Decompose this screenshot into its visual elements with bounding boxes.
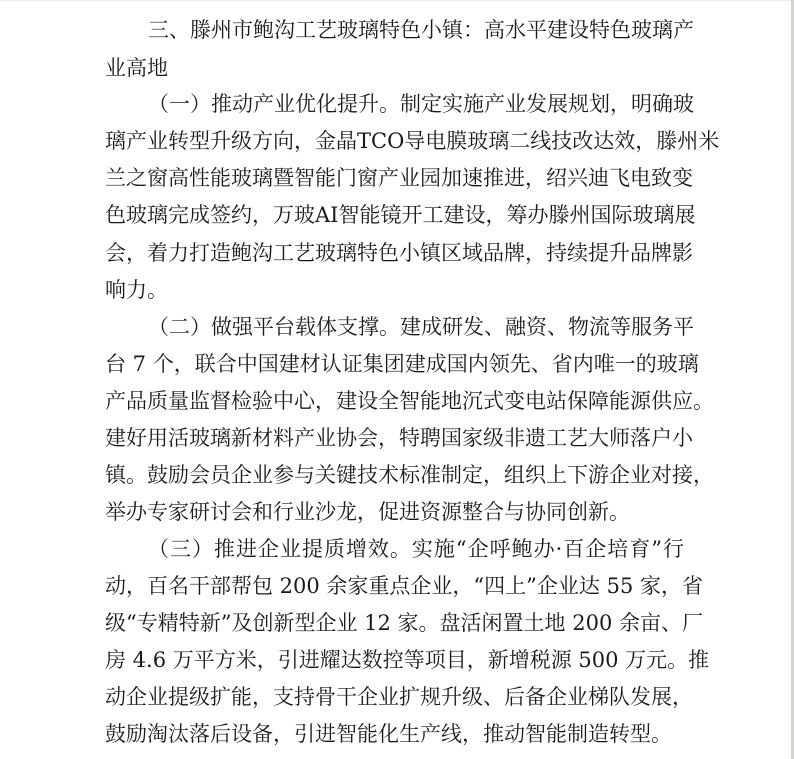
paragraph-1-line-5: 会，着力打造鲍沟工艺玻璃特色小镇区域品牌，持续提升品牌影 bbox=[105, 241, 693, 265]
heading-line-1: 三、滕州市鲍沟工艺玻璃特色小镇：高水平建设特色玻璃产 bbox=[148, 18, 694, 42]
paragraph-1-line-3: 兰之窗高性能玻璃暨智能门窗产业园加速推进，绍兴迪飞电致变 bbox=[105, 166, 693, 190]
paragraph-1-line-4: 色玻璃完成签约，万玻AI智能镜开工建设，筹办滕州国际玻璃展 bbox=[105, 203, 696, 227]
paragraph-1-line-1: （一）推动产业优化提升。制定实施产业发展规划，明确玻 bbox=[148, 92, 694, 116]
paragraph-2-line-3: 产品质量监督检验中心，建设全智能地沉式变电站保障能源供应。 bbox=[105, 389, 714, 413]
paragraph-3-line-3: 级“专精特新”及创新型企业 12 家。盘活闲置土地 200 余亩、厂 bbox=[105, 611, 703, 635]
heading-line-2: 业高地 bbox=[105, 56, 168, 80]
paragraph-2-line-2: 台 7 个，联合中国建材认证集团建成国内领先、省内唯一的玻璃 bbox=[105, 352, 699, 376]
paragraph-1-line-6: 响力。 bbox=[105, 278, 168, 302]
paragraph-2-line-5: 镇。鼓励会员企业参与关键技术标准制定，组织上下游企业对接， bbox=[105, 463, 714, 487]
paragraph-3-line-4: 房 4.6 万平方米，引进耀达数控等项目，新增税源 500 万元。推 bbox=[105, 648, 710, 672]
paragraph-2-line-4: 建好用活玻璃新材料产业协会，特聘国家级非遗工艺大师落户小 bbox=[105, 426, 693, 450]
paragraph-1-line-2: 璃产业转型升级方向，金晶TCO导电膜玻璃二线技改达效，滕州米 bbox=[105, 129, 720, 153]
paragraph-2-line-6: 举办专家研讨会和行业沙龙，促进资源整合与协同创新。 bbox=[105, 500, 630, 524]
paragraph-2-line-1: （二）做强平台载体支撑。建成研发、融资、物流等服务平 bbox=[148, 315, 694, 339]
paragraph-3-line-1: （三）推进企业提质增效。实施“企呼鲍办·百企培育”行 bbox=[148, 537, 684, 561]
paragraph-3-line-6: 鼓励淘汰落后设备，引进智能化生产线，推动智能制造转型。 bbox=[105, 722, 672, 746]
paragraph-3-line-2: 动，百名干部帮包 200 余家重点企业，“四上”企业达 55 家，省 bbox=[105, 574, 703, 598]
paragraph-3-line-5: 动企业提级扩能，支持骨干企业扩规升级、后备企业梯队发展， bbox=[105, 685, 693, 709]
page-top-edge bbox=[0, 0, 794, 1]
